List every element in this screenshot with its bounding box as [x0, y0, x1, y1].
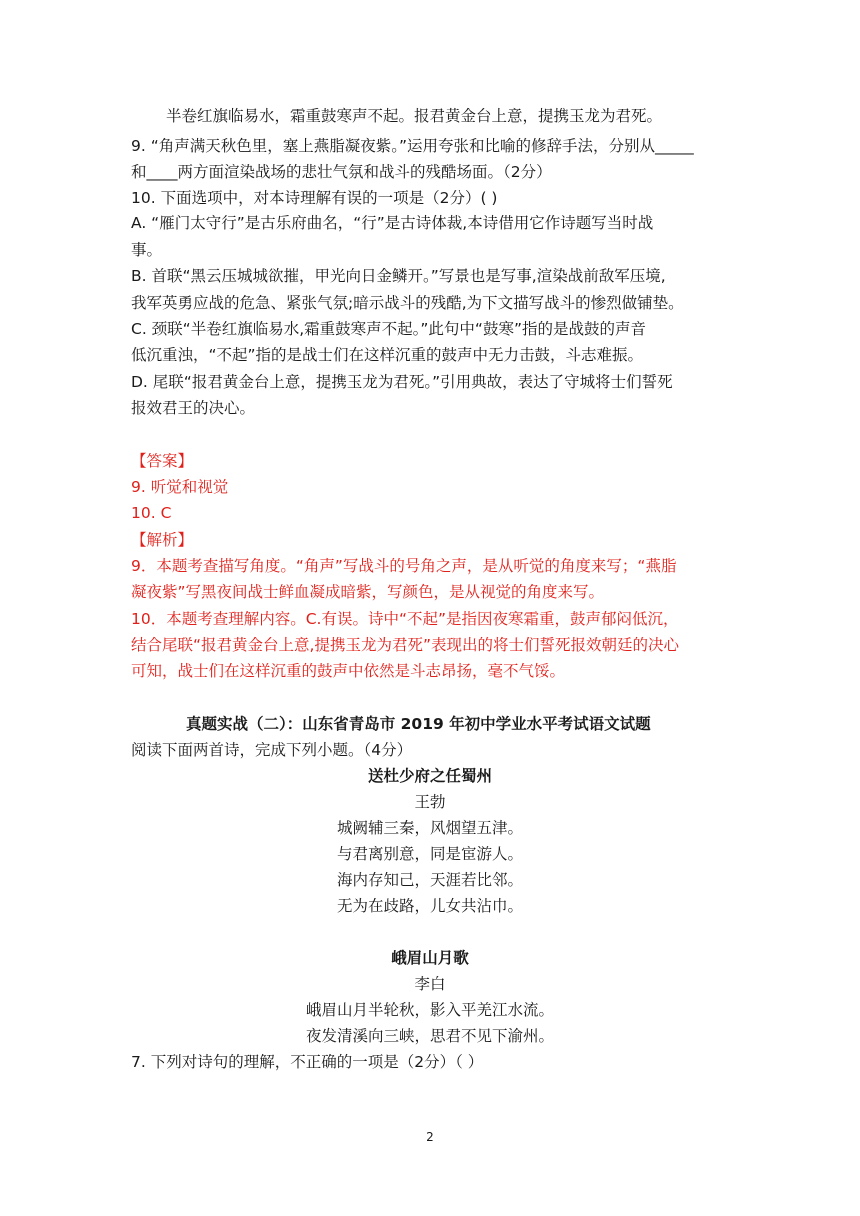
- explanation-10-line-2: 结合尾联“报君黄金台上意,提携玉龙为君死”表现出的将士们誓死报效朝廷的决心: [131, 636, 679, 654]
- poem-2-line: 峨眉山月半轮秋，影入平羌江水流。: [305, 1001, 554, 1019]
- section-2-title: 真题实战（二）：山东省青岛市 2019 年初中学业水平考试语文试题: [186, 715, 651, 733]
- explanation-9-line-2: 凝夜紫”写黑夜间战士鲜血凝成暗紫，写颜色，是从视觉的角度来写。: [131, 583, 605, 601]
- answer-10: 10. C: [131, 504, 172, 522]
- explanation-10-line-3: 可知，战士们在这样沉重的鼓声中依然是斗志昂扬，毫不气馁。: [131, 662, 566, 680]
- answer-label: 【答案】: [131, 452, 194, 470]
- poem-last-line: 半卷红旗临易水，霜重鼓寒声不起。报君黄金台上意，提携玉龙为君死。: [166, 107, 663, 125]
- option-b-line-1: B. 首联“黑云压城城欲摧，甲光向日金鳞开。”写景也是写事,渲染战前敌军压境,: [131, 267, 666, 285]
- answer-9: 9. 听觉和视觉: [131, 478, 229, 496]
- option-c-line-1: C. 颈联“半卷红旗临易水,霜重鼓寒声不起。”此句中“鼓寒”指的是战鼓的声音: [131, 320, 646, 338]
- poem-2-author: 李白: [414, 975, 446, 993]
- option-a-line-1: A. “雁门太守行”是古乐府曲名，“行”是古诗体裁,本诗借用它作诗题写当时战: [131, 214, 654, 232]
- explanation-9-line-1: 9．本题考查描写角度。“角声”写战斗的号角之声，是从听觉的角度来写；“燕脂: [131, 557, 677, 575]
- analysis-label: 【解析】: [131, 531, 194, 549]
- poem-1-line: 城阙辅三秦，风烟望五津。: [336, 819, 523, 837]
- poem-2-title: 峨眉山月歌: [391, 949, 469, 967]
- poem-1-line: 无为在歧路，儿女共沾巾。: [336, 897, 523, 915]
- explanation-10-line-1: 10．本题考查理解内容。C.有误。诗中“不起”是指因夜寒霜重，鼓声郁闷低沉，: [131, 610, 679, 628]
- option-b-line-2: 我军英勇应战的危急、紧张气氛;暗示战斗的残酷,为下文描写战斗的惨烈做铺垫。: [131, 294, 684, 312]
- poem-1-line: 与君离别意，同是宦游人。: [336, 845, 523, 863]
- option-d-line-2: 报效君王的决心。: [131, 399, 256, 417]
- option-a-line-2: 事。: [131, 241, 163, 259]
- poem-1-line: 海内存知己，天涯若比邻。: [336, 871, 523, 889]
- option-c-line-2: 低沉重浊，“不起”指的是战士们在这样沉重的鼓声中无力击鼓，斗志难振。: [131, 346, 644, 364]
- poem-1-author: 王勃: [414, 793, 446, 811]
- page-number: 2: [426, 1130, 434, 1144]
- question-9-line-2: 和____两方面渲染战场的悲壮气氛和战斗的残酷场面。（2分）: [131, 163, 552, 181]
- poem-2-line: 夜发清溪向三峡，思君不见下渝州。: [305, 1027, 554, 1045]
- poem-1-title: 送杜少府之任蜀州: [367, 767, 492, 785]
- section-2-instruction: 阅读下面两首诗，完成下列小题。（4分）: [131, 741, 413, 759]
- question-7: 7. 下列对诗句的理解，不正确的一项是（2分）（ ）: [131, 1053, 484, 1071]
- option-d-line-1: D. 尾联“报君黄金台上意，提携玉龙为君死。”引用典故，表达了守城将士们誓死: [131, 373, 673, 391]
- question-10: 10. 下面选项中，对本诗理解有误的一项是（2分）( ): [131, 189, 498, 207]
- question-9-line-1: 9. “角声满天秋色里，塞上燕脂凝夜紫。”运用夸张和比喻的修辞手法，分别从_____: [131, 137, 694, 155]
